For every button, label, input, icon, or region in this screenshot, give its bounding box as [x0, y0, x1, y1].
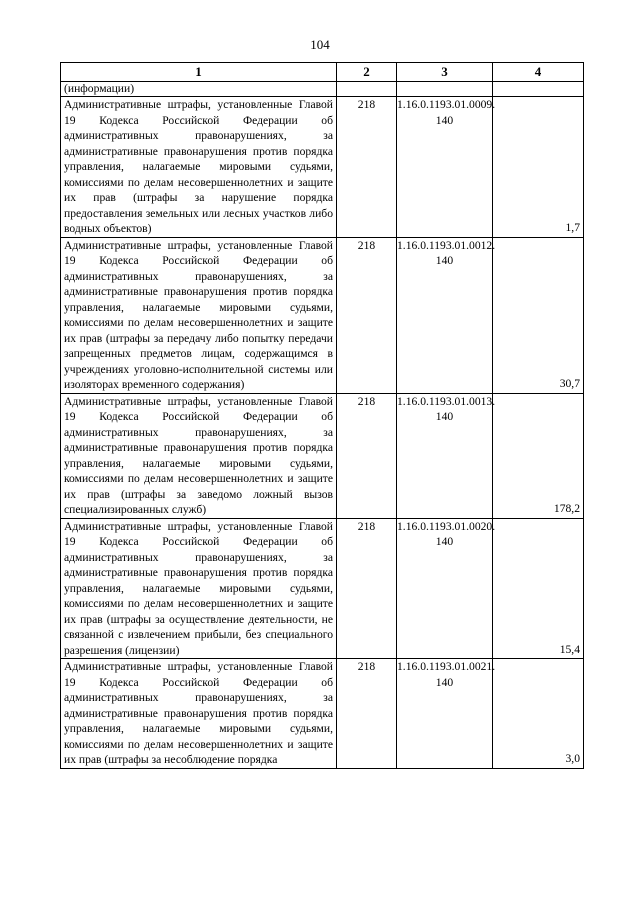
- table-row: [61, 97, 584, 238]
- row-admin-code: 218: [337, 237, 397, 393]
- row-kbk-code: 1.16.0.1193.01.0013. 140: [397, 393, 493, 518]
- row-amount: 30,7: [493, 237, 584, 393]
- row-amount: 15,4: [493, 518, 584, 659]
- header-col-4: 4: [493, 63, 584, 82]
- row-admin-code: 218: [337, 659, 397, 769]
- row-amount: 178,2: [493, 393, 584, 518]
- row-amount: 1,7: [493, 97, 584, 238]
- row-description: Административные штрафы, установленные Главой 19 Кодекса Российской Федерации об административных правонарушениях, за административные правонарушения против порядка управления, налагаемые мировыми судьями, комиссиями по делам несовершеннолетних и защите их прав (штрафы за заведомо ложный вызов специализированных служб): [61, 393, 337, 518]
- row-description: Административные штрафы, установленные Главой 19 Кодекса Российской Федерации об административных правонарушениях, за административные правонарушения против порядка управления, налагаемые мировыми судьями, комиссиями по делам несовершеннолетних и защите их прав (штрафы за осуществление деятельности, не связанной с извлечением прибыли, без специального разрешения (лицензии): [61, 518, 337, 659]
- row-kbk-code: 1.16.0.1193.01.0009. 140: [397, 97, 493, 238]
- header-row: [61, 63, 584, 82]
- table-row: [61, 518, 584, 659]
- header-col-1: 1: [61, 63, 337, 82]
- continuation-empty-cell: [493, 82, 584, 97]
- row-description: Административные штрафы, установленные Главой 19 Кодекса Российской Федерации об административных правонарушениях, за административные правонарушения против порядка управления, налагаемые мировыми судьями, комиссиями по делам несовершеннолетних и защите их прав (штрафы за передачу либо попытку передачи запрещенных предметов лицам, содержащимся в учреждениях уголовно-исполнительной системы или изоляторах временного содержания): [61, 237, 337, 393]
- continuation-empty-cell: [337, 82, 397, 97]
- row-kbk-code: 1.16.0.1193.01.0021. 140: [397, 659, 493, 769]
- row-admin-code: 218: [337, 393, 397, 518]
- table-row: [61, 659, 584, 769]
- row-description: Административные штрафы, установленные Главой 19 Кодекса Российской Федерации об административных правонарушениях, за административные правонарушения против порядка управления, налагаемые мировыми судьями, комиссиями по делам несовершеннолетних и защите их прав (штрафы за несоблюдение порядка: [61, 659, 337, 769]
- header-col-2: 2: [337, 63, 397, 82]
- row-admin-code: 218: [337, 518, 397, 659]
- header-col-3: 3: [397, 63, 493, 82]
- row-description: Административные штрафы, установленные Главой 19 Кодекса Российской Федерации об административных правонарушениях, за административные правонарушения против порядка управления, налагаемые мировыми судьями, комиссиями по делам несовершеннолетних и защите их прав (штрафы за нарушение порядка предоставления земельных или лесных участков либо водных объектов): [61, 97, 337, 238]
- budget-table: [60, 62, 584, 769]
- continuation-row: [61, 82, 584, 97]
- table-row: [61, 393, 584, 518]
- row-kbk-code: 1.16.0.1193.01.0020. 140: [397, 518, 493, 659]
- table-row: [61, 237, 584, 393]
- page-number: 104: [310, 37, 330, 52]
- row-kbk-code: 1.16.0.1193.01.0012. 140: [397, 237, 493, 393]
- row-amount: 3,0: [493, 659, 584, 769]
- continuation-empty-cell: [397, 82, 493, 97]
- continuation-text: (информации): [61, 82, 337, 97]
- row-admin-code: 218: [337, 97, 397, 238]
